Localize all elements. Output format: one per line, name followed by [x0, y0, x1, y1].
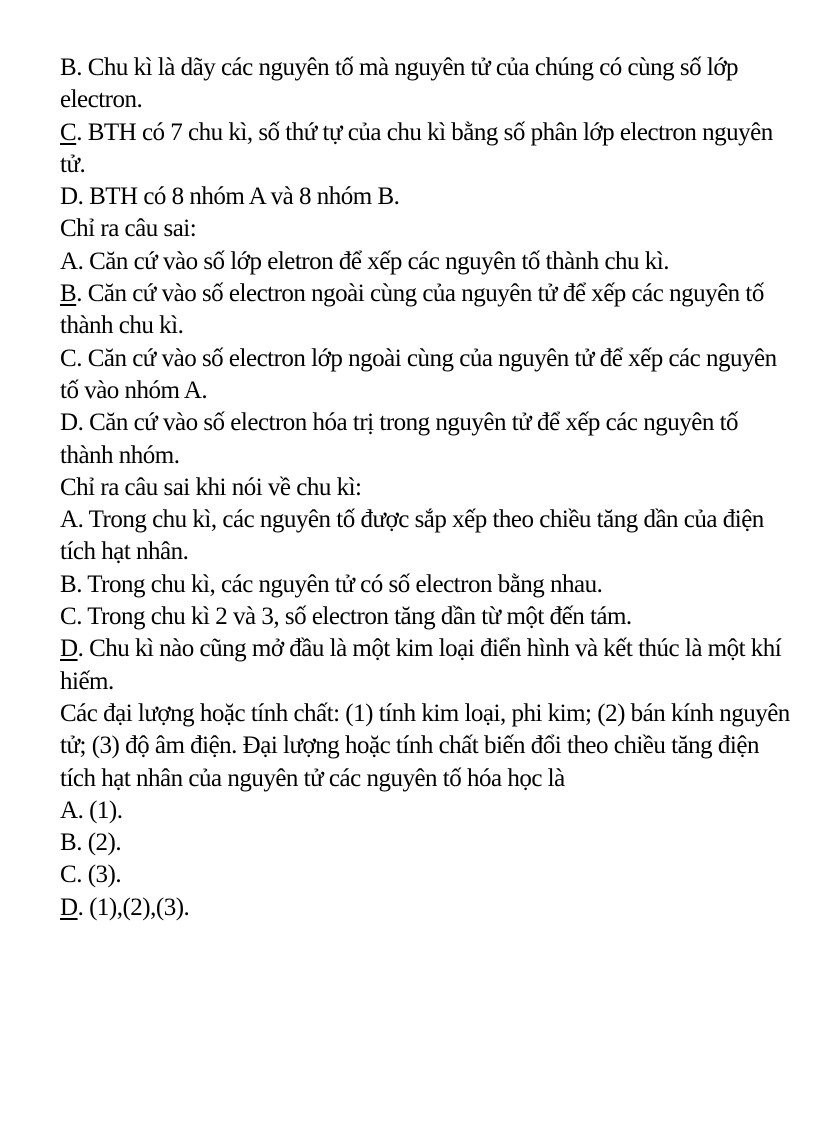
option-text: . Trong chu kì, các nguyên tử có số electron bằng nhau. — [76, 570, 603, 598]
option-text: . Căn cứ vào số electron ngoài cùng của nguyên tử để xếp các nguyên tố thành chu kì. — [60, 280, 770, 340]
option-text: . BTH có 8 nhóm A và 8 nhóm B. — [77, 183, 400, 211]
question-4-stem: Các đại lượng hoặc tính chất: (1) tính kim loại, phi kim; (2) bán kính nguyên tử; (3) độ âm điện. Đại lượng hoặc tính chất biến đổi theo chiều tăng điện tích hạt nhân của nguyên tử các nguyên tố hóa học là — [60, 699, 796, 792]
option-text: . Chu kì là dãy các nguyên tố mà nguyên tử của chúng có cùng số lớp electron. — [60, 54, 744, 114]
question-2-option-a — [60, 246, 790, 278]
question-2-option-d — [60, 407, 790, 472]
option-letter: A — [60, 506, 78, 534]
option-text: . (1),(2),(3). — [77, 893, 190, 921]
question-3-option-a — [60, 504, 790, 569]
question-4-option-d — [60, 892, 790, 924]
option-letter-correct: B — [60, 280, 77, 308]
question-1-option-c — [60, 117, 790, 182]
option-letter: D — [60, 409, 78, 437]
option-text: . Chu kì nào cũng mở đầu là một kim loại điển hình và kết thúc là một khí hiếm. — [60, 635, 787, 695]
option-letter: A — [60, 247, 78, 275]
option-text: . BTH có 7 chu kì, số thứ tự của chu kì bằng số phân lớp electron nguyên tử. — [60, 118, 779, 178]
option-text: . (3). — [76, 861, 122, 889]
question-1-option-b — [60, 52, 790, 117]
question-3-option-c — [60, 601, 790, 633]
option-letter: B — [60, 829, 77, 857]
question-3-option-d — [60, 633, 790, 698]
option-text: . Căn cứ vào số electron lớp ngoài cùng của nguyên tử để xếp các nguyên tố vào nhóm A. — [60, 344, 783, 404]
option-text: . Trong chu kì, các nguyên tố được sắp xếp theo chiều tăng dần của điện tích hạt nhân. — [60, 506, 770, 566]
option-letter-correct: D — [60, 893, 78, 921]
option-letter: C — [60, 344, 77, 372]
question-4-option-a — [60, 795, 790, 827]
option-letter: B — [60, 570, 77, 598]
option-letter: C — [60, 603, 77, 631]
option-letter: B — [60, 54, 77, 81]
option-letter: C — [60, 861, 77, 889]
question-4-option-b — [60, 827, 790, 859]
option-text: . (1). — [77, 796, 123, 824]
option-letter-correct: D — [60, 635, 78, 663]
question-2-option-c — [60, 343, 790, 408]
question-1-option-d — [60, 181, 790, 213]
option-letter: A — [60, 796, 78, 824]
option-letter-correct: C — [60, 118, 77, 146]
question-3-stem: Chỉ ra câu sai khi nói về chu kì: — [60, 473, 362, 501]
question-2-option-b — [60, 278, 790, 343]
option-text: . Căn cứ vào số lớp eletron để xếp các nguyên tố thành chu kì. — [77, 247, 669, 275]
option-text: . (2). — [76, 829, 122, 857]
option-letter: D — [60, 183, 78, 211]
option-text: . Trong chu kì 2 và 3, số electron tăng dần từ một đến tám. — [76, 603, 632, 631]
question-2-stem: Chỉ ra câu sai: — [60, 215, 197, 243]
question-4-option-c — [60, 859, 790, 891]
question-3-option-b — [60, 569, 790, 601]
option-text: . Căn cứ vào số electron hóa trị trong nguyên tử để xếp các nguyên tố thành nhóm. — [60, 409, 744, 469]
document-page — [60, 52, 796, 924]
